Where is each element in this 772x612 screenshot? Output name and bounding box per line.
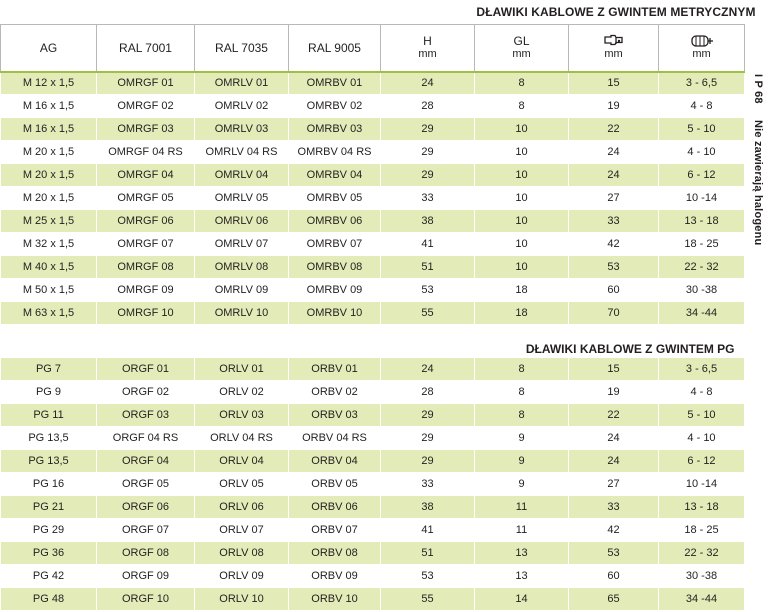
- table-row: [1, 118, 745, 141]
- header-ral-7001: RAL 7001: [97, 25, 195, 72]
- cell-gl: 10: [475, 141, 569, 164]
- cell-gl: 8: [475, 381, 569, 404]
- table-header-row: [1, 25, 745, 72]
- cell-ral-7001: ORGF 10: [97, 588, 195, 611]
- cell-wrench: 27: [569, 187, 659, 210]
- table-row: [1, 210, 745, 233]
- cell-ral-9005: OMRBV 07: [289, 233, 381, 256]
- table-row: [1, 496, 745, 519]
- cell-wrench: 24: [569, 427, 659, 450]
- cell-ral-7001: ORGF 07: [97, 519, 195, 542]
- cell-ral-7001: OMRGF 03: [97, 118, 195, 141]
- cell-ag: M 63 x 1,5: [1, 302, 97, 325]
- cell-h: 51: [381, 542, 475, 565]
- cell-gl: 10: [475, 187, 569, 210]
- cell-clamp: 10 -14: [659, 473, 745, 496]
- cell-ral-9005: OMRBV 04 RS: [289, 141, 381, 164]
- cell-h: 28: [381, 95, 475, 118]
- cell-h: 29: [381, 404, 475, 427]
- cell-clamp: 13 - 18: [659, 210, 745, 233]
- cell-ral-7035: ORLV 07: [195, 519, 289, 542]
- cell-gl: 10: [475, 233, 569, 256]
- cell-wrench: 65: [569, 588, 659, 611]
- ip-rating: I P 68: [752, 74, 764, 104]
- cell-ag: M 50 x 1,5: [1, 279, 97, 302]
- cell-h: 55: [381, 588, 475, 611]
- cell-clamp: 22 - 32: [659, 256, 745, 279]
- cell-wrench: 33: [569, 210, 659, 233]
- cell-clamp: 6 - 12: [659, 164, 745, 187]
- cell-ral-7035: ORLV 01: [195, 358, 289, 381]
- cell-clamp: 3 - 6,5: [659, 72, 745, 95]
- header-gl: GL mm: [475, 25, 569, 72]
- cell-wrench: 24: [569, 164, 659, 187]
- cell-ral-9005: ORBV 04: [289, 450, 381, 473]
- side-note: [752, 74, 764, 245]
- cell-gl: 10: [475, 118, 569, 141]
- cell-gl: 13: [475, 542, 569, 565]
- cell-wrench: 60: [569, 565, 659, 588]
- cell-gl: 13: [475, 565, 569, 588]
- cell-ag: PG 29: [1, 519, 97, 542]
- cell-ral-7035: ORLV 09: [195, 565, 289, 588]
- cell-gl: 18: [475, 279, 569, 302]
- cell-h: 29: [381, 118, 475, 141]
- cell-ag: M 32 x 1,5: [1, 233, 97, 256]
- table-row: [1, 302, 745, 325]
- table-row: [1, 427, 745, 450]
- cell-ag: PG 7: [1, 358, 97, 381]
- cell-wrench: 53: [569, 542, 659, 565]
- table-row: [1, 542, 745, 565]
- cell-clamp: 3 - 6,5: [659, 358, 745, 381]
- cell-wrench: 42: [569, 233, 659, 256]
- cell-ral-9005: ORBV 08: [289, 542, 381, 565]
- cell-ag: PG 16: [1, 473, 97, 496]
- cell-ral-7001: OMRGF 05: [97, 187, 195, 210]
- cell-ral-7035: ORLV 06: [195, 496, 289, 519]
- cell-ral-7001: OMRGF 04 RS: [97, 141, 195, 164]
- cell-ral-9005: OMRBV 08: [289, 256, 381, 279]
- cell-ral-9005: ORBV 01: [289, 358, 381, 381]
- cell-ral-9005: ORBV 05: [289, 473, 381, 496]
- table-row: [1, 233, 745, 256]
- cell-gl: 14: [475, 588, 569, 611]
- cell-clamp: 4 - 8: [659, 381, 745, 404]
- cell-h: 33: [381, 187, 475, 210]
- cell-ag: M 12 x 1,5: [1, 72, 97, 95]
- cell-gl: 9: [475, 427, 569, 450]
- table-row: [1, 256, 745, 279]
- cable-clamp-icon: [659, 34, 744, 48]
- cell-ral-7001: OMRGF 07: [97, 233, 195, 256]
- cell-ral-7001: OMRGF 08: [97, 256, 195, 279]
- cell-wrench: 22: [569, 118, 659, 141]
- cell-ral-9005: ORBV 07: [289, 519, 381, 542]
- cell-ral-7035: OMRLV 03: [195, 118, 289, 141]
- cell-ag: M 20 x 1,5: [1, 164, 97, 187]
- cell-ral-7001: OMRGF 09: [97, 279, 195, 302]
- cell-ag: PG 13,5: [1, 427, 97, 450]
- cell-h: 29: [381, 164, 475, 187]
- cell-ral-7001: OMRGF 04: [97, 164, 195, 187]
- cell-ag: PG 42: [1, 565, 97, 588]
- cell-ral-7035: ORLV 08: [195, 542, 289, 565]
- cell-h: 24: [381, 358, 475, 381]
- cell-clamp: 30 -38: [659, 565, 745, 588]
- cell-ral-7001: ORGF 02: [97, 381, 195, 404]
- cell-clamp: 34 -44: [659, 302, 745, 325]
- cell-clamp: 30 -38: [659, 279, 745, 302]
- cell-wrench: 42: [569, 519, 659, 542]
- cell-ag: M 16 x 1,5: [1, 95, 97, 118]
- table-row: [1, 519, 745, 542]
- cell-wrench: 24: [569, 450, 659, 473]
- cell-clamp: 34 -44: [659, 588, 745, 611]
- cell-ral-7001: ORGF 08: [97, 542, 195, 565]
- cell-h: 53: [381, 565, 475, 588]
- wrench-icon: [569, 34, 658, 48]
- table-row: [1, 404, 745, 427]
- cell-ral-9005: ORBV 10: [289, 588, 381, 611]
- cell-ag: PG 36: [1, 542, 97, 565]
- cell-ral-7001: OMRGF 01: [97, 72, 195, 95]
- cell-gl: 11: [475, 519, 569, 542]
- section-gap: [1, 325, 745, 340]
- cell-clamp: 10 -14: [659, 187, 745, 210]
- cell-wrench: 33: [569, 496, 659, 519]
- header-ral-9005: RAL 9005: [289, 25, 381, 72]
- cell-clamp: 4 - 10: [659, 427, 745, 450]
- cell-ral-7001: OMRGF 06: [97, 210, 195, 233]
- cell-ral-7001: ORGF 06: [97, 496, 195, 519]
- cell-h: 55: [381, 302, 475, 325]
- cell-ral-7035: OMRLV 05: [195, 187, 289, 210]
- cell-gl: 9: [475, 450, 569, 473]
- cell-ral-9005: OMRBV 02: [289, 95, 381, 118]
- cell-ral-9005: OMRBV 03: [289, 118, 381, 141]
- table-row: [1, 381, 745, 404]
- cell-ral-9005: ORBV 09: [289, 565, 381, 588]
- cell-ral-7001: OMRGF 02: [97, 95, 195, 118]
- cell-wrench: 60: [569, 279, 659, 302]
- cell-wrench: 19: [569, 95, 659, 118]
- cell-ral-7035: OMRLV 04 RS: [195, 141, 289, 164]
- section-gap-cell: [1, 325, 745, 340]
- cell-h: 38: [381, 496, 475, 519]
- cell-gl: 10: [475, 164, 569, 187]
- cell-ral-7035: OMRLV 09: [195, 279, 289, 302]
- cell-ag: M 16 x 1,5: [1, 118, 97, 141]
- cell-ag: M 20 x 1,5: [1, 141, 97, 164]
- cell-gl: 8: [475, 72, 569, 95]
- pg-section-title-row: [1, 340, 745, 358]
- cell-ral-9005: OMRBV 01: [289, 72, 381, 95]
- cell-ag: PG 13,5: [1, 450, 97, 473]
- table-row: [1, 95, 745, 118]
- cell-ral-7001: ORGF 03: [97, 404, 195, 427]
- cell-gl: 9: [475, 473, 569, 496]
- cell-clamp: 18 - 25: [659, 233, 745, 256]
- cell-ag: PG 48: [1, 588, 97, 611]
- cell-ral-9005: ORBV 04 RS: [289, 427, 381, 450]
- cell-h: 29: [381, 141, 475, 164]
- cell-wrench: 53: [569, 256, 659, 279]
- cell-clamp: 4 - 10: [659, 141, 745, 164]
- cell-ral-7035: ORLV 03: [195, 404, 289, 427]
- cell-ral-7001: ORGF 05: [97, 473, 195, 496]
- cell-gl: 10: [475, 256, 569, 279]
- cell-ral-7035: OMRLV 06: [195, 210, 289, 233]
- table-row: [1, 279, 745, 302]
- header-wrench-size: mm: [569, 25, 659, 72]
- cell-gl: 8: [475, 404, 569, 427]
- cell-ral-9005: ORBV 02: [289, 381, 381, 404]
- cable-gland-table: [0, 24, 745, 611]
- cell-wrench: 27: [569, 473, 659, 496]
- cell-clamp: 18 - 25: [659, 519, 745, 542]
- cell-gl: 18: [475, 302, 569, 325]
- cell-clamp: 4 - 8: [659, 95, 745, 118]
- table-body: [1, 72, 745, 611]
- cell-h: 28: [381, 381, 475, 404]
- cell-gl: 8: [475, 95, 569, 118]
- cell-ag: M 25 x 1,5: [1, 210, 97, 233]
- table-row: [1, 187, 745, 210]
- cell-h: 53: [381, 279, 475, 302]
- cell-ral-9005: ORBV 06: [289, 496, 381, 519]
- cell-ral-7035: OMRLV 01: [195, 72, 289, 95]
- cell-ral-7001: ORGF 09: [97, 565, 195, 588]
- cell-ral-7035: OMRLV 04: [195, 164, 289, 187]
- cell-ag: M 20 x 1,5: [1, 187, 97, 210]
- cell-ral-7035: OMRLV 10: [195, 302, 289, 325]
- cell-ral-7035: ORLV 04 RS: [195, 427, 289, 450]
- cell-ral-7035: OMRLV 08: [195, 256, 289, 279]
- cell-ag: PG 21: [1, 496, 97, 519]
- cell-gl: 10: [475, 210, 569, 233]
- cell-clamp: 5 - 10: [659, 118, 745, 141]
- header-clamp-range: mm: [659, 25, 745, 72]
- table-row: [1, 473, 745, 496]
- table-row: [1, 141, 745, 164]
- cell-ral-7035: ORLV 04: [195, 450, 289, 473]
- table-row: [1, 358, 745, 381]
- cell-h: 41: [381, 233, 475, 256]
- cell-ral-7001: OMRGF 10: [97, 302, 195, 325]
- cell-ral-9005: OMRBV 09: [289, 279, 381, 302]
- cell-ral-7035: ORLV 02: [195, 381, 289, 404]
- cell-clamp: 6 - 12: [659, 450, 745, 473]
- cell-ag: PG 9: [1, 381, 97, 404]
- cell-ral-7035: ORLV 10: [195, 588, 289, 611]
- cell-ral-9005: OMRBV 05: [289, 187, 381, 210]
- cell-wrench: 15: [569, 72, 659, 95]
- metric-section-title: DŁAWIKI KABLOWE Z GWINTEM METRYCZNYM: [476, 5, 756, 19]
- cell-gl: 8: [475, 358, 569, 381]
- cell-ral-7035: OMRLV 02: [195, 95, 289, 118]
- halogen-free-note: Nie zawierają halogenu: [752, 119, 764, 246]
- table-row: [1, 588, 745, 611]
- cell-h: 51: [381, 256, 475, 279]
- cell-gl: 11: [475, 496, 569, 519]
- cell-clamp: 13 - 18: [659, 496, 745, 519]
- header-ag: AG: [1, 25, 97, 72]
- table-row: [1, 164, 745, 187]
- cell-ag: M 40 x 1,5: [1, 256, 97, 279]
- cell-h: 41: [381, 519, 475, 542]
- table-row: [1, 450, 745, 473]
- cell-h: 38: [381, 210, 475, 233]
- cell-h: 24: [381, 72, 475, 95]
- table-row: [1, 72, 745, 95]
- cell-ral-9005: ORBV 03: [289, 404, 381, 427]
- cell-ral-7001: ORGF 04: [97, 450, 195, 473]
- cell-ral-7035: ORLV 05: [195, 473, 289, 496]
- cell-h: 33: [381, 473, 475, 496]
- cell-ral-9005: OMRBV 06: [289, 210, 381, 233]
- cell-ral-9005: OMRBV 04: [289, 164, 381, 187]
- cell-wrench: 22: [569, 404, 659, 427]
- cell-ral-7001: ORGF 04 RS: [97, 427, 195, 450]
- cell-wrench: 15: [569, 358, 659, 381]
- cell-wrench: 19: [569, 381, 659, 404]
- cell-wrench: 24: [569, 141, 659, 164]
- cell-ral-7001: ORGF 01: [97, 358, 195, 381]
- cell-h: 29: [381, 427, 475, 450]
- header-ral-7035: RAL 7035: [195, 25, 289, 72]
- cell-clamp: 5 - 10: [659, 404, 745, 427]
- pg-section-title: DŁAWIKI KABLOWE Z GWINTEM PG: [1, 340, 745, 358]
- cell-ral-9005: OMRBV 10: [289, 302, 381, 325]
- cell-wrench: 70: [569, 302, 659, 325]
- cell-ag: PG 11: [1, 404, 97, 427]
- cell-ral-7035: OMRLV 07: [195, 233, 289, 256]
- header-h: H mm: [381, 25, 475, 72]
- cell-clamp: 22 - 32: [659, 542, 745, 565]
- table-row: [1, 565, 745, 588]
- cell-h: 29: [381, 450, 475, 473]
